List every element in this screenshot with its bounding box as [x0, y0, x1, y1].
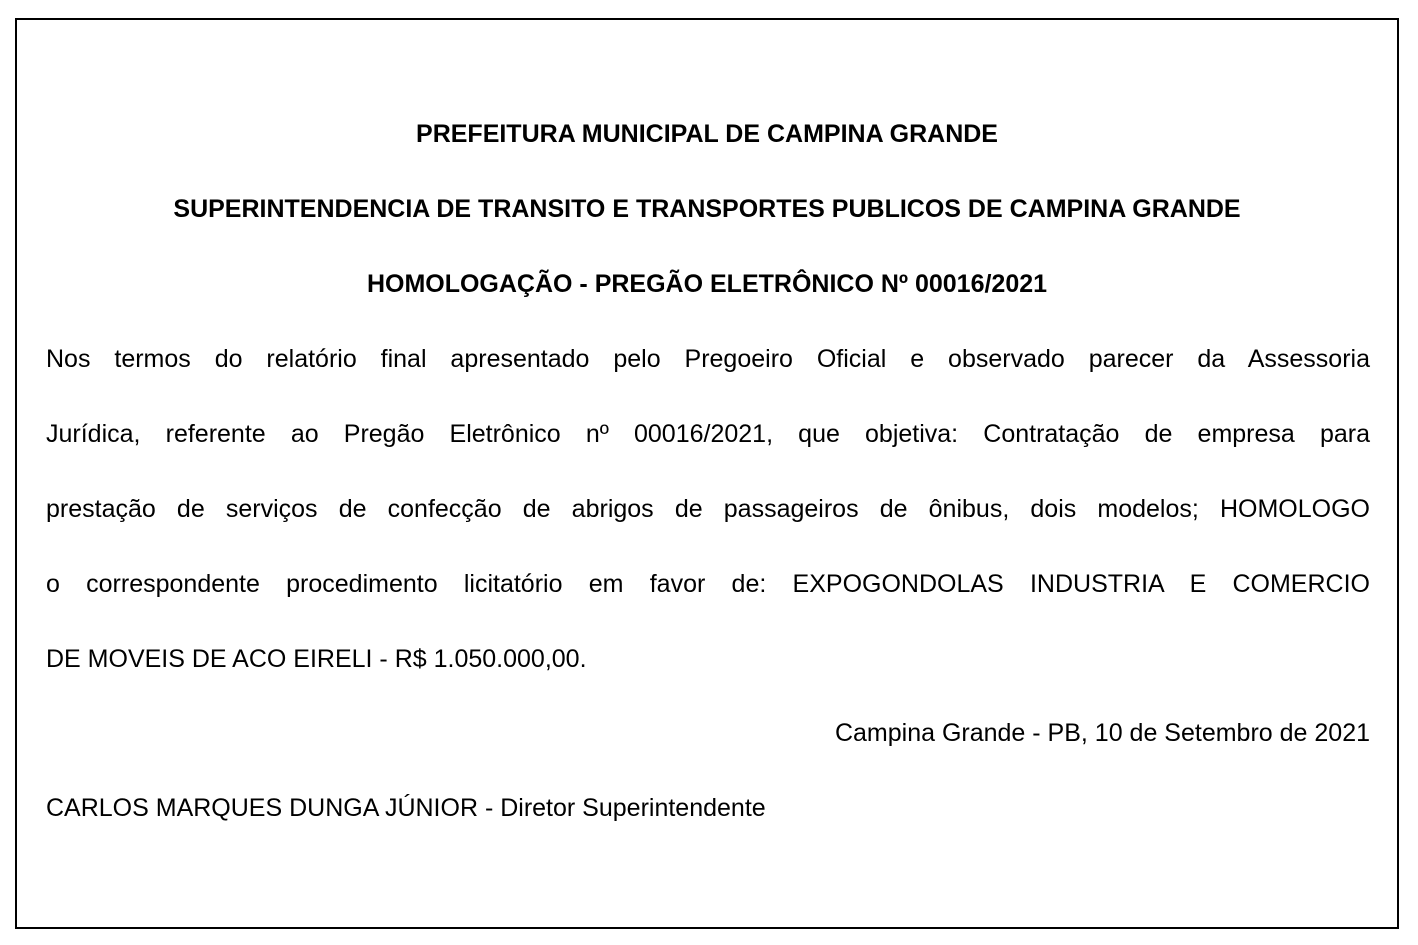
heading-prefeitura: PREFEITURA MUNICIPAL DE CAMPINA GRANDE	[416, 120, 998, 148]
body-text-line: Jurídica, referente ao Pregão Eletrônico nº 00016/2021, que objetiva: Contratação de empresa para	[46, 420, 1370, 448]
heading-superintendencia: SUPERINTENDENCIA DE TRANSITO E TRANSPORTES PUBLICOS DE CAMPINA GRANDE	[173, 195, 1241, 223]
notice-frame	[15, 18, 1399, 929]
body-text-line: prestação de serviços de confecção de abrigos de passageiros de ônibus, dois modelos; HOMOLOGO	[46, 495, 1370, 523]
body-text-line: DE MOVEIS DE ACO EIRELI - R$ 1.050.000,00.	[46, 645, 587, 673]
date-line: Campina Grande - PB, 10 de Setembro de 2021	[834, 719, 1370, 747]
heading-homologacao: HOMOLOGAÇÃO - PREGÃO ELETRÔNICO Nº 00016/2021	[366, 270, 1048, 298]
signature-line: CARLOS MARQUES DUNGA JÚNIOR - Diretor Superintendente	[46, 794, 766, 822]
body-text-line: o correspondente procedimento licitatório em favor de: EXPOGONDOLAS INDUSTRIA E COMERCIO	[46, 570, 1370, 598]
body-text-line: Nos termos do relatório final apresentado pelo Pregoeiro Oficial e observado parecer da Assessoria	[46, 345, 1370, 373]
